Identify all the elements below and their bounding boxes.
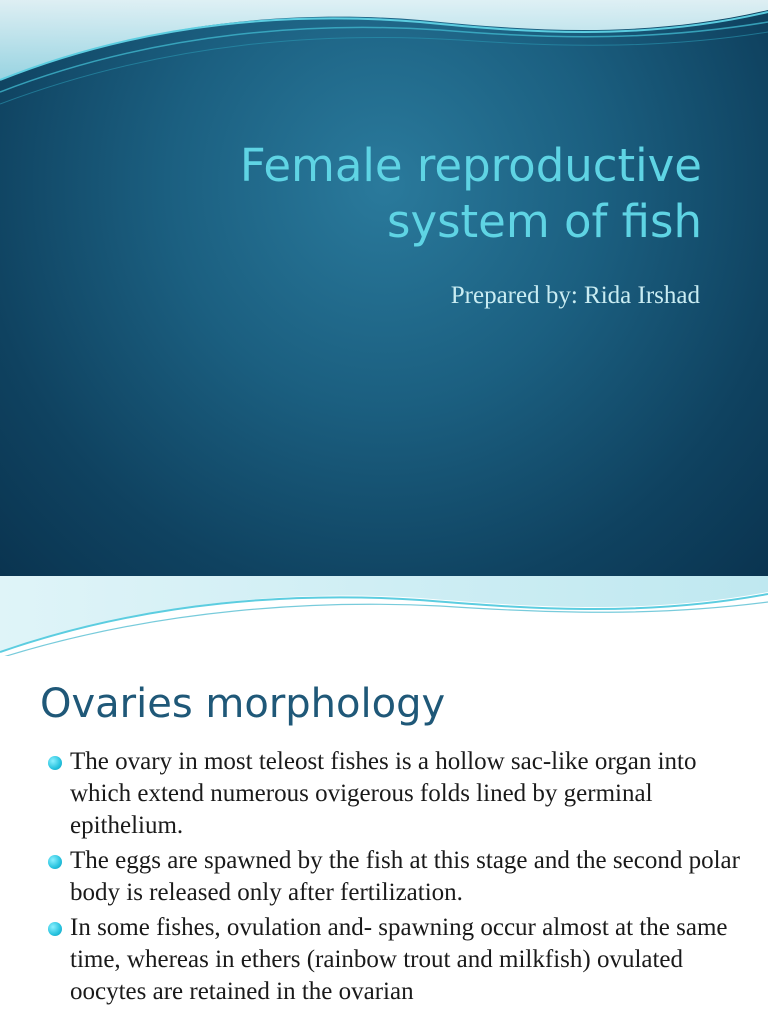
decorative-wave-top	[0, 576, 768, 656]
bullet-icon	[48, 855, 62, 869]
bullet-text: The ovary in most teleost fishes is a hollow sac-like organ into which extend numerous ovigerous folds lined by germinal epithelium.	[70, 748, 697, 839]
bullet-text: In some fishes, ovulation and- spawning occur almost at the same time, whereas in ethers (rainbow trout and milkfish) ovulated oocytes are retained in the ovarian	[70, 914, 728, 1005]
bullet-text: The eggs are spawned by the fish at this stage and the second polar body is released only after fertilization.	[70, 847, 740, 906]
bullet-item	[40, 912, 740, 1008]
bullet-list	[40, 746, 740, 1011]
slide-title: Female reproductive system of fish	[239, 139, 702, 248]
bullet-item	[40, 845, 740, 909]
slide-heading: Ovaries morphology	[40, 681, 446, 727]
decorative-wave-top	[0, 0, 768, 110]
slide-subtitle: Prepared by: Rida Irshad	[450, 282, 700, 309]
bullet-icon	[48, 756, 62, 770]
bullet-icon	[48, 922, 62, 936]
content-slide	[0, 576, 768, 1024]
bullet-item	[40, 746, 740, 842]
